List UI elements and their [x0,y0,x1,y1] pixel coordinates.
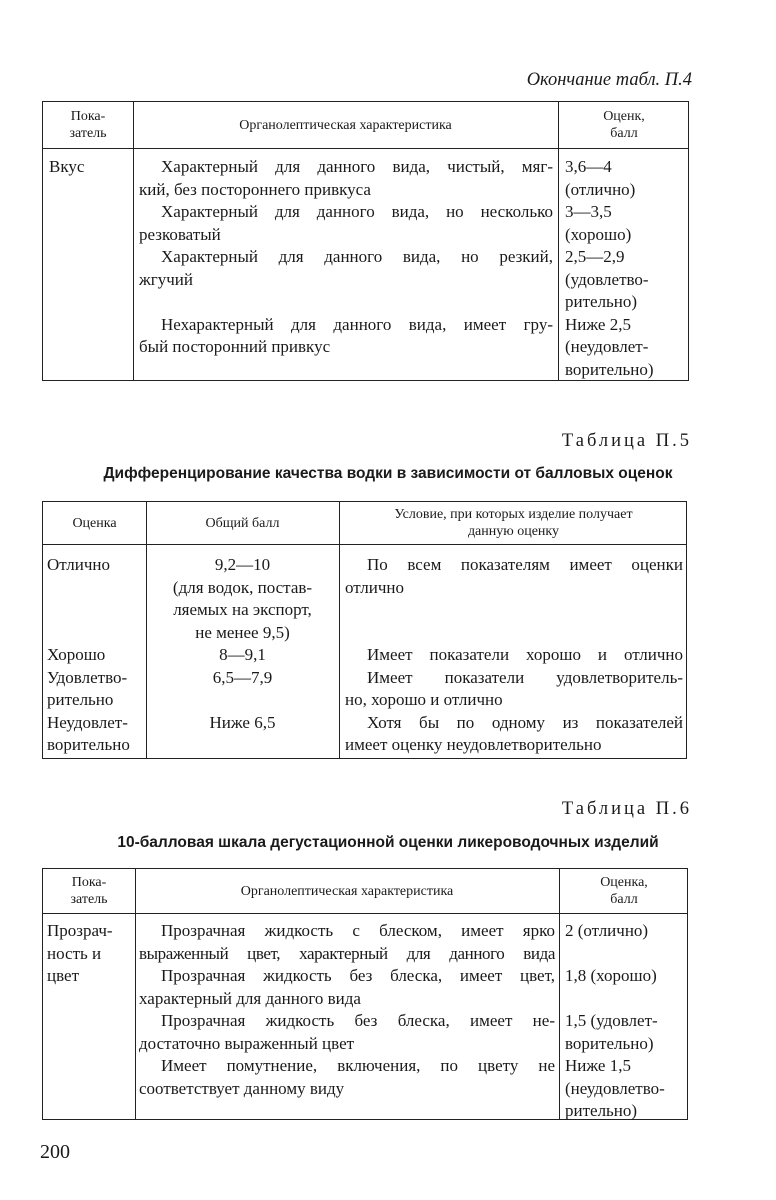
score-line: рительно) [565,1101,638,1120]
score-line: ворительно) [565,1033,654,1053]
characteristic-line: соответствует данному виду [139,1078,345,1098]
header-score: Оценк, балл [603,109,645,141]
score-line: 2 (отлично) [565,921,649,940]
header-condition: Условие, при которых изделие получает данную оценку [394,507,633,539]
score-line: 1,5 (удовлет- [565,1011,658,1030]
grade-cell: Удовлетво- [47,667,128,687]
header-indicator: Пока- затель [69,109,107,141]
score-cell: 9,2—10 [214,555,271,574]
grade-cell: Отлично [47,555,111,574]
score-line: (неудовлет- [565,337,649,356]
characteristic-line: Нехарактерный для данного вида, имеет гру- [161,314,553,334]
characteristic-line: жгучий [139,269,193,289]
table-p4-end [42,101,689,381]
characteristic-line: Характерный для данного вида, чистый, мяг- [161,157,553,176]
score-line: 3,6—4 [565,157,612,176]
characteristic-line: резковатый [139,224,221,244]
condition-line: имеет оценку неудовлетворительно [345,735,602,754]
characteristic-line: Прозрачная жидкость с блеском, имеет ярко [161,921,555,940]
condition-line: но, хорошо и отлично [345,690,503,709]
table-title: 10-балловая шкала дегустационной оценки ликероводочных изделий [117,834,659,851]
grade-cell: ворительно [47,735,130,754]
header-characteristic: Органолептическая характеристика [239,117,452,133]
score-line: рительно) [565,292,638,311]
score-cell: 6,5—7,9 [212,667,273,687]
indicator-taste: Вкус [49,157,85,176]
score-line: 3—3,5 [565,202,612,221]
characteristic-line: Имеет помутнение, включения, по цвету не [161,1056,555,1075]
score-line: (неудовлетво- [565,1078,665,1098]
score-cell: ляемых на экспорт, [173,600,312,619]
score-line: 2,5—2,9 [565,247,625,266]
header-total-score: Общий балл [205,515,280,531]
table-label: Таблица П.5 [561,431,692,451]
characteristics-list [139,156,553,359]
characteristic-line: Прозрачная жидкость без блеска, имеет не- [161,1011,555,1030]
score-cell: (для водок, постав- [172,577,313,597]
characteristic-line: выраженный цвет, характерный для данного вида [139,943,555,963]
grade-column [47,554,130,757]
condition-column [345,554,683,757]
characteristic-line: Прозрачная жидкость без блеска, имеет цвет, [161,966,555,985]
condition-line: Имеет показатели хорошо и отлично [367,645,683,664]
grade-cell: рительно [47,690,114,709]
score-list [565,920,665,1123]
table-continuation-caption: Окончание табл. П.4 [526,70,692,90]
header-grade: Оценка [72,515,117,531]
score-line: (хорошо) [565,224,632,244]
header-score: Оценка, балл [600,875,648,907]
score-line: Ниже 1,5 [565,1056,631,1075]
score-cell: не менее 9,5) [195,622,290,642]
characteristic-line: характерный для данного вида [139,988,361,1008]
score-column [146,554,339,734]
score-line: 1,8 (хорошо) [565,966,657,985]
characteristic-line: достаточно выраженный цвет [139,1033,355,1053]
header-divider [43,148,688,149]
header-characteristic: Органолептическая характеристика [240,883,454,899]
condition-line: Имеет показатели удовлетворитель- [367,667,683,687]
characteristic-line: кий, без постороннего привкуса [139,179,371,199]
score-cell: Ниже 6,5 [209,712,276,732]
score-line: (отлично) [565,179,636,199]
header-indicator: Пока- затель [70,875,108,907]
grade-cell: Хорошо [47,645,106,664]
score-list [565,156,653,381]
condition-line: По всем показателям имеет оценки [367,555,683,574]
score-line: ворительно) [565,359,654,379]
table-label: Таблица П.6 [561,799,692,819]
table-p6 [42,868,688,1120]
indicator-clarity-color: Прозрач- ность и цвет [47,921,113,985]
characteristic-line: Характерный для данного вида, но несколько [161,202,553,221]
header-divider [43,913,687,914]
characteristic-line: Характерный для данного вида, но резкий, [161,247,553,266]
score-cell: 8—9,1 [219,645,266,664]
header-divider [43,544,686,545]
score-line: Ниже 2,5 [565,314,631,334]
score-line: (удовлетво- [565,269,649,289]
condition-line: отлично [345,577,405,597]
grade-cell: Неудовлет- [47,712,128,732]
page-number: 200 [40,1141,70,1163]
characteristics-list [139,920,555,1100]
table-title: Дифференцирование качества водки в зависимости от балловых оценок [103,465,673,482]
condition-line: Хотя бы по одному из показателей [367,712,683,732]
characteristic-line: бый посторонний привкус [139,337,331,356]
table-p5 [42,501,687,759]
